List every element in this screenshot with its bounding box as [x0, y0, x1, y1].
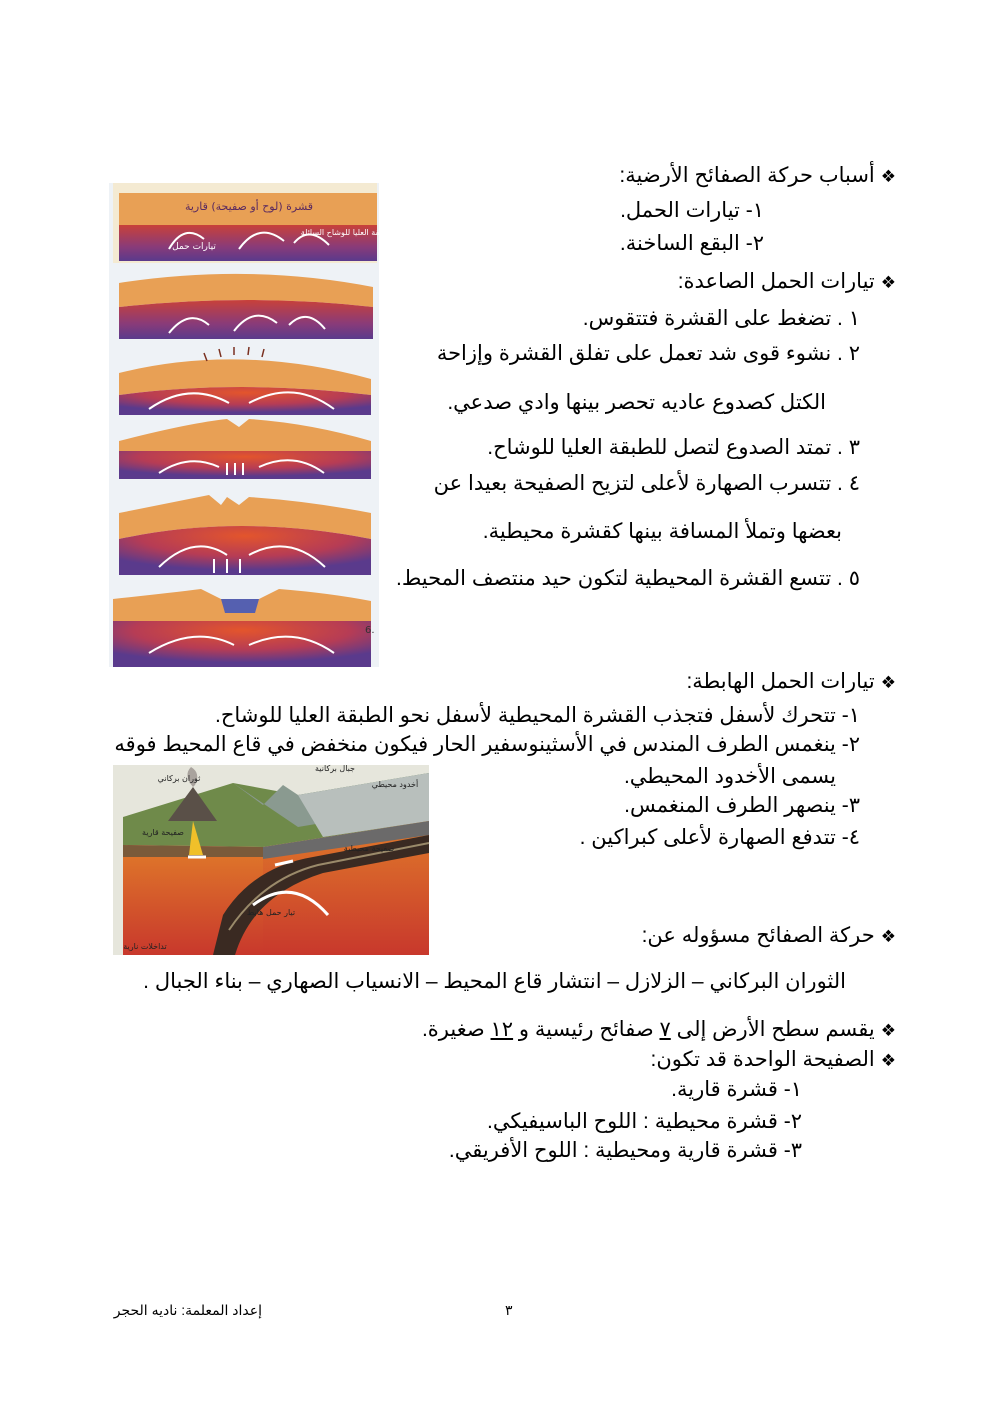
list-item: ١- تيارات الحمل.: [620, 199, 764, 222]
list-item: ٣- ينصهر الطرف المنغمس.: [624, 794, 860, 817]
mantle-label: الطبقة العليا للوشاح السائلة: [300, 228, 394, 237]
major-plates-count: ٧: [659, 1018, 671, 1041]
list-item: ١ . تضغط على القشرة فتتقوس.: [582, 307, 860, 330]
list-item: ٣- قشرة قارية ومحيطية : اللوح الأفريقي.: [448, 1139, 802, 1162]
list-item: ٤ . تتسرب الصهارة لأعلى لتزيح الصفيحة بعيدا عن: [433, 472, 860, 495]
list-item: ٢ . نشوء قوى شد تعمل على تفلق القشرة وإزاحة: [436, 342, 860, 365]
intrusions-label: تداخلات نارية: [123, 942, 167, 951]
list-item: ٣ . تمتد الصدوع لتصل للطبقة العليا للوشاح.: [487, 436, 860, 459]
figure-number: 6.: [365, 625, 375, 636]
subduction-figure: [113, 765, 429, 955]
volcanic-mountains-label: جبال بركانية: [315, 764, 355, 773]
footer-author: إعداد المعلمة: ناديه الحجر: [113, 1302, 262, 1318]
heading-rising-currents: ❖تيارات الحمل الصاعدة:: [677, 270, 896, 293]
list-item: الكتل كصدوع عاديه تحصر بينها وادي صدعي.: [447, 391, 826, 414]
list-item: يسمى الأخدود المحيطي.: [623, 765, 836, 788]
plate-effects-text: الثوران البركاني – الزلازل – انتشار قاع المحيط – الانسياب الصهاري – بناء الجبال .: [143, 970, 846, 993]
descending-current-label: تيار حمل هابط: [246, 908, 296, 917]
volcanic-eruption-label: ثوران بركاني: [157, 774, 201, 783]
minor-plates-count: ١٢: [490, 1018, 514, 1041]
rift-stages-figure: [109, 183, 394, 667]
list-item: ١- تتحرك لأسفل فتجذب القشرة المحيطية لأسفل نحو الطبقة العليا للوشاح.: [214, 704, 860, 727]
ocean-trench-label: أخدود محيطي: [371, 780, 419, 789]
list-item: ٢- قشرة محيطية : اللوح الباسيفيكي.: [487, 1110, 802, 1133]
diamond-bullet-icon: ❖: [880, 273, 896, 292]
heading-descending-currents: ❖تيارات الحمل الهابطة:: [686, 670, 896, 693]
diamond-bullet-icon: ❖: [880, 167, 896, 186]
diamond-bullet-icon: ❖: [880, 1051, 896, 1070]
page-number: ٣: [505, 1302, 513, 1318]
rift-stages-illustration: [109, 183, 394, 667]
diamond-bullet-icon: ❖: [880, 1021, 896, 1040]
crust-label: قشرة (لوح أو صفيحة) قارية: [184, 200, 314, 213]
list-item: ٢- ينغمس الطرف المندس في الأسثينوسفير الحار فيكون منخفض في قاع المحيط فوقه: [114, 733, 860, 756]
list-item: ٥ . تتسع القشرة المحيطية لتكون حيد منتصف المحيط.: [395, 567, 860, 590]
continental-plate-label: صفيحة قارية: [142, 828, 184, 837]
oceanic-plate-label: صفيحة محيطية: [343, 844, 395, 853]
diamond-bullet-icon: ❖: [880, 927, 896, 946]
list-item: ٢- البقع الساخنة.: [619, 232, 764, 255]
heading-plate-types: ❖الصفيحة الواحدة قد تكون:: [650, 1048, 896, 1071]
list-item: ١- قشرة قارية.: [671, 1078, 802, 1101]
heading-plate-movement: ❖حركة الصفائح مسؤوله عن:: [641, 924, 896, 947]
list-item: ٤- تتدفع الصهارة لأعلى كبراكين .: [579, 826, 860, 849]
convection-label: تيارات حمل: [172, 242, 216, 252]
diamond-bullet-icon: ❖: [880, 673, 896, 692]
list-item: بعضها وتملأ المسافة بينها كقشرة محيطية.: [482, 520, 842, 543]
subduction-illustration: [113, 765, 429, 955]
plates-count-line: ❖يقسم سطح الأرض إلى ٧ صفائح رئيسية و ١٢ صغيرة.: [421, 1018, 896, 1041]
heading-causes: ❖أسباب حركة الصفائح الأرضية:: [619, 164, 896, 187]
